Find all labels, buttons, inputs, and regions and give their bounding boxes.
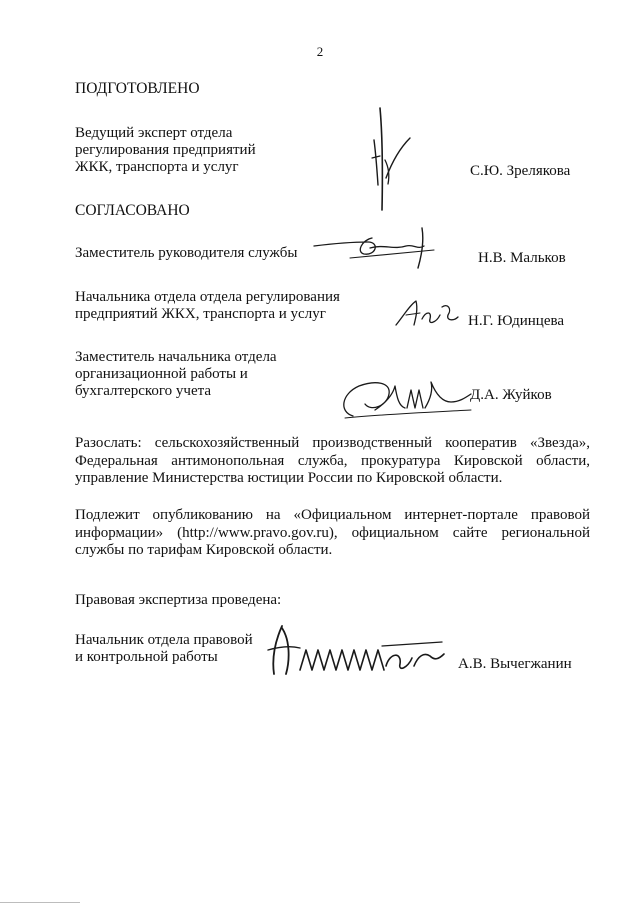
- signer-position-line: Начальника отдела отдела регулирования: [75, 289, 340, 305]
- signer-position-line: организационной работы и: [75, 366, 248, 382]
- signer-position: [75, 289, 340, 323]
- signer-position: [75, 349, 277, 400]
- legal-review-position: [75, 632, 253, 666]
- prepared-heading: ПОДГОТОВЛЕНО: [75, 80, 200, 97]
- position-line: Начальник отдела правовой: [75, 632, 253, 648]
- prepared-name: С.Ю. Зрелякова: [470, 163, 571, 179]
- distribution-paragraph: Разослать: сельскохозяйственный производственный кооператив «Звезда», Федеральная антимонопольная служба, прокуратура Кировской области, управление Министерства юстиции России по Кировской области.: [75, 435, 590, 486]
- publication-paragraph: Подлежит опубликованию на «Официальном интернет-портале правовой информации» (http://www.pravo.gov.ru), официальном сайте региональной службы по тарифам Кировской области.: [75, 507, 590, 558]
- position-line: ЖКК, транспорта и услуг: [75, 159, 239, 175]
- agreed-heading: СОГЛАСОВАНО: [75, 202, 190, 219]
- page-number: 2: [316, 44, 324, 59]
- signer-position-line: предприятий ЖКХ, транспорта и услуг: [75, 306, 326, 322]
- prepared-position: [75, 125, 256, 176]
- signer-position-line: Заместитель начальника отдела: [75, 349, 277, 365]
- position-line: регулирования предприятий: [75, 142, 256, 158]
- signer-position-line: Заместитель руководителя службы: [75, 245, 298, 261]
- signature-yudintseva: [392, 295, 462, 331]
- position-line: и контрольной работы: [75, 649, 218, 665]
- legal-review-name: А.В. Вычегжанин: [458, 656, 572, 672]
- signer-name: Н.Г. Юдинцева: [468, 313, 565, 329]
- signer-name: Д.А. Жуйков: [470, 387, 552, 403]
- legal-review-statement: Правовая экспертиза проведена:: [75, 592, 282, 608]
- signature-zrelyakova: [352, 100, 422, 220]
- signer-name: Н.В. Мальков: [478, 250, 566, 266]
- signature-vychegzhanin: [262, 620, 452, 680]
- signature-zhuikov: [335, 372, 475, 422]
- signature-malkov: [310, 220, 450, 275]
- position-line: Ведущий эксперт отдела: [75, 125, 233, 141]
- scan-edge-mark: [0, 902, 80, 903]
- signer-position-line: бухгалтерского учета: [75, 383, 212, 399]
